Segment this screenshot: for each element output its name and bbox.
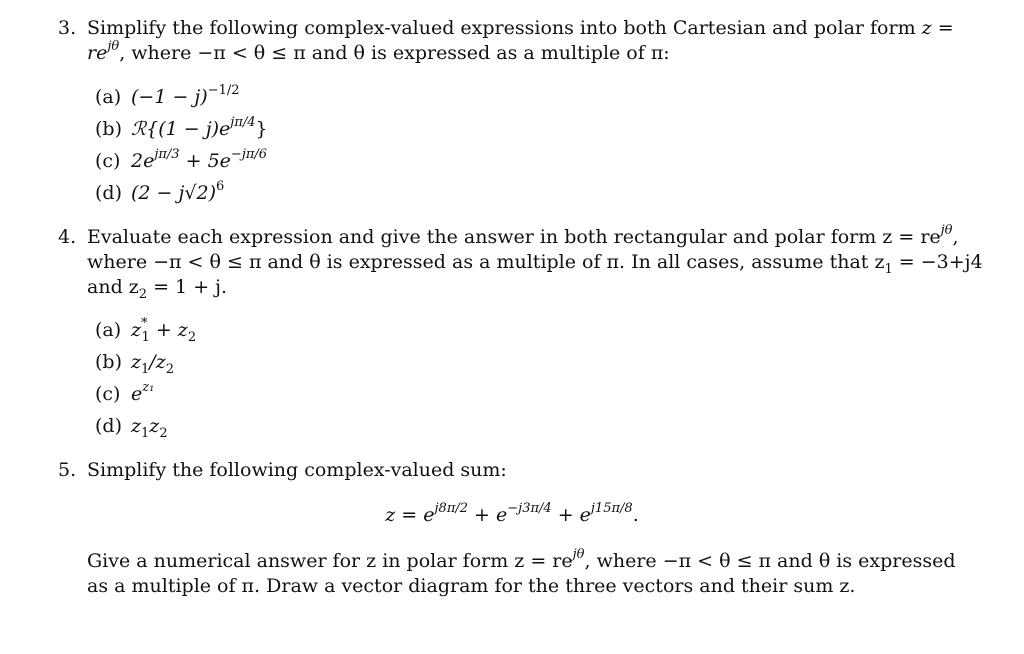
problem-3-item-c: (c) $2e^{j\pi/3} + 5e^{-j\pi/6}$ xyxy=(95,147,268,172)
problem-5-line-3: as a multiple of π. Draw a vector diagram for the three vectors and their sum z. xyxy=(87,575,856,597)
problem-4-item-d: (d) $z_1z_2$ xyxy=(95,415,168,441)
problem-3-item-b: (b) ℛ{(1 − $j)e^{j\pi/4}$} xyxy=(95,115,268,140)
problem-3-number: 3. xyxy=(58,17,77,39)
problem-3-line-2: $re^{j\theta}$, where −π < θ ≤ π and θ is expressed as a multiple of π: xyxy=(87,39,670,64)
problem-5-number: 5. xyxy=(58,459,77,481)
problem-5-equation: $z = e^{j8\pi/2} + e^{-j3\pi/4} + e^{j15\pi/8}$. xyxy=(385,501,639,526)
problem-4-line-2: where −π < θ ≤ π and θ is expressed as a multiple of π. In all cases, assume that $z_1 = -3+j4$ xyxy=(87,251,983,277)
problem-3-item-a: (a) $(-1 - j)^{-1/2}$ xyxy=(95,83,240,108)
problem-5-line-2: Give a numerical answer for z in polar form $z = re^{j\theta}$, where −π < θ ≤ π and θ is expressed xyxy=(87,547,956,572)
problem-4-line-1: Evaluate each expression and give the answer in both rectangular and polar form $z = re^{j\theta}$, xyxy=(87,223,959,248)
problem-4-item-a: (a) $z^*_1 + z_2$ xyxy=(95,316,197,345)
problem-3-item-d: (d) $(2 - j√2)^6$ xyxy=(95,179,225,204)
problem-4-number: 4. xyxy=(58,226,77,248)
problem-4-item-c: (c) $e^{z_1}$ xyxy=(95,380,155,405)
problem-4-line-3: and $z_2 = 1 + j$. xyxy=(87,276,228,302)
problem-3-line-1: Simplify the following complex-valued expressions into both Cartesian and polar form z = xyxy=(87,17,954,39)
problem-4-item-b: (b) $z_1/z_2$ xyxy=(95,351,174,377)
problem-5-line-1: Simplify the following complex-valued sum: xyxy=(87,459,507,481)
